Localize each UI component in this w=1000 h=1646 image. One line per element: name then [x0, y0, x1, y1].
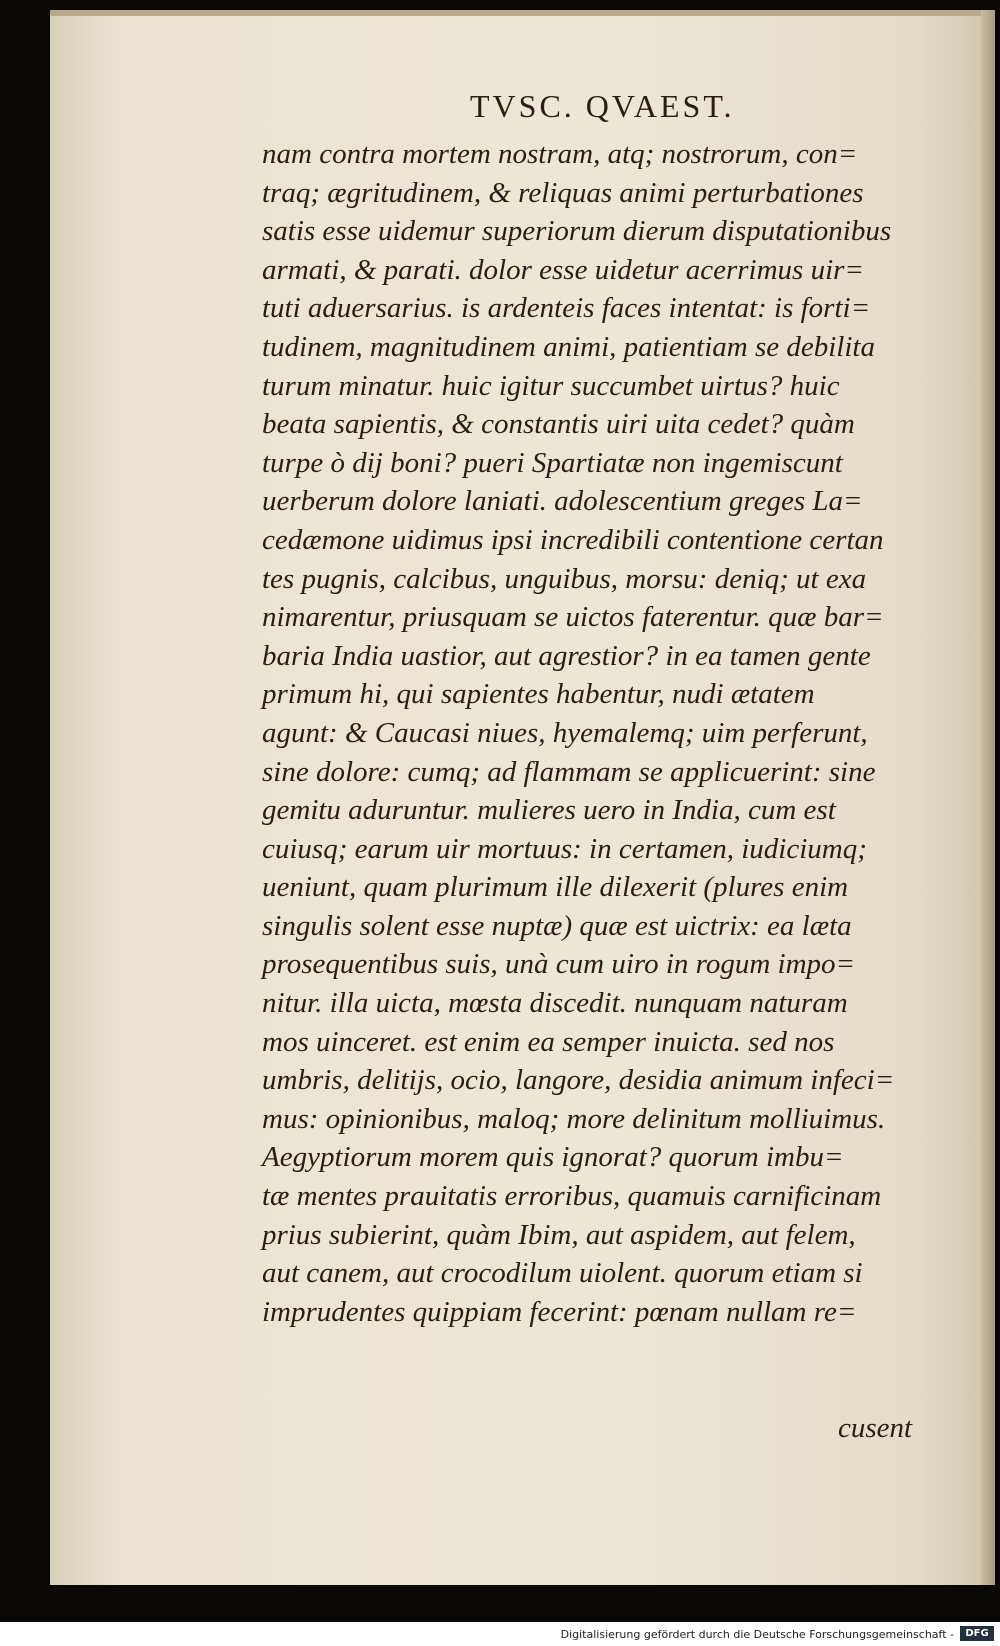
- text-line: tudinem, magnitudinem animi, patientiam se debilita: [262, 330, 875, 363]
- text-line: gemitu aduruntur. mulieres uero in India, cum est: [262, 794, 836, 827]
- text-line: armati, & parati. dolor esse uidetur acerrimus uir=: [262, 253, 864, 286]
- text-line: nimarentur, priusquam se uictos faterentur. quæ bar=: [262, 601, 884, 634]
- dfg-logo-icon: DFG: [960, 1626, 994, 1641]
- text-line: ueniunt, quam plurimum ille dilexerit (plures enim: [262, 871, 849, 904]
- text-line: aut canem, aut crocodilum uiolent. quorum etiam si: [262, 1257, 863, 1290]
- text-line: prosequentibus suis, unà cum uiro in rogum impo=: [262, 948, 856, 981]
- text-line: primum hi, qui sapientes habentur, nudi ætatem: [262, 678, 815, 711]
- text-line: sine dolore: cumq; ad flammam se applicuerint: sine: [262, 755, 876, 788]
- text-line: satis esse uidemur superiorum dierum disputationibus: [262, 215, 892, 248]
- text-line: Aegyptiorum morem quis ignorat? quorum imbu=: [262, 1141, 844, 1174]
- footer-credit: Digitalisierung gefördert durch die Deutsche Forschungsgemeinschaft -: [560, 1628, 954, 1641]
- running-header: TVSC. QVAEST.: [470, 88, 735, 124]
- text-line: baria India uastior, aut agrestior? in ea tamen gente: [262, 639, 871, 672]
- text-line: nam contra mortem nostram, atq; nostrorum, con=: [262, 138, 858, 170]
- text-line: singulis solent esse nuptæ) quæ est uictrix: ea læta: [262, 909, 852, 942]
- text-line: uerberum dolore laniati. adolescentium greges La=: [262, 485, 863, 518]
- text-line: umbris, delitijs, ocio, langore, desidia animum infeci=: [262, 1064, 895, 1097]
- text-line: agunt: & Caucasi niues, hyemalemq; uim perferunt,: [262, 716, 868, 749]
- text-line: tes pugnis, calcibus, unguibus, morsu: deniq; ut exa: [262, 562, 867, 595]
- text-line: mos uinceret. est enim ea semper inuicta. sed nos: [262, 1025, 835, 1058]
- text-line: mus: opinionibus, maloq; more delinitum molliuimus.: [262, 1102, 886, 1135]
- page-top-edge: [50, 10, 995, 16]
- text-line: tæ mentes prauitatis erroribus, quamuis carnificinam: [262, 1180, 882, 1213]
- page-right-edge: [981, 10, 995, 1585]
- text-line: imprudentes quippiam fecerint: pœnam nullam re=: [262, 1295, 857, 1328]
- text-line: turum minatur. huic igitur succumbet uirtus? huic: [262, 369, 840, 402]
- text-line: nitur. illa uicta, mœsta discedit. nunquam naturam: [262, 987, 848, 1020]
- text-line: traq; ægritudinem, & reliquas animi perturbationes: [262, 176, 864, 209]
- text-line: beata sapientis, & constantis uiri uita cedet? quàm: [262, 408, 855, 441]
- text-line: turpe ò dij boni? pueri Spartiatæ non ingemiscunt: [262, 446, 843, 479]
- footer-bar: [0, 1622, 1000, 1646]
- text-line: prius subierint, quàm Ibim, aut aspidem, aut felem,: [262, 1218, 856, 1251]
- catchword: cusent: [838, 1412, 913, 1444]
- text-line: cedæmone uidimus ipsi incredibili contentione certan: [262, 523, 884, 556]
- body-text: [262, 135, 942, 1331]
- text-line: cuiusq; earum uir mortuus: in certamen, iudiciumq;: [262, 832, 867, 865]
- text-line: tuti aduersarius. is ardenteis faces intentat: is forti=: [262, 292, 871, 325]
